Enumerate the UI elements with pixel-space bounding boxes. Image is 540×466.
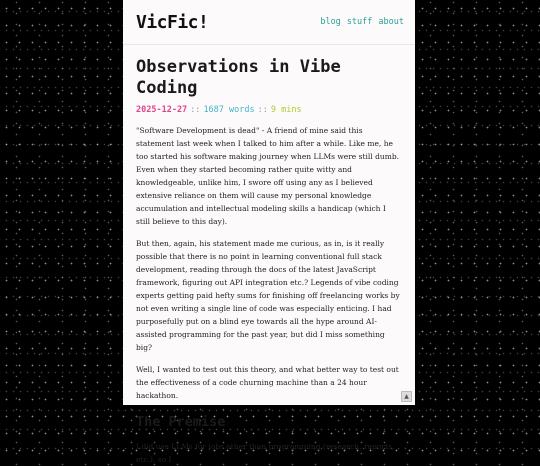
word-count: 1687 words <box>203 105 255 115</box>
paragraph-1: "Software Development is dead" - A friend of mine said this statement last week when I talked to him after a while. Like me, he too started his software making journey when LLMs were still dumb. Even when they started becoming rather quite witty and knowledgeable, unlike him, I swore off using any as I believed extensive reliance on them will cause my personal knowledge accumulation and intellectual modeling skills a handicap (which I still believe to this day). <box>136 126 400 226</box>
site-nav <box>320 17 404 27</box>
read-time: 9 mins <box>270 105 302 115</box>
section-heading: The Premise <box>136 414 226 430</box>
paragraph-4: I did use LLMs for jobs other than programming (research, reports, etc.), so I <box>136 442 395 464</box>
paragraph-3: Well, I wanted to test out this theory, and what better way to test out the effectiveness of a code churning machine than a 24 hour hackathon. <box>136 365 399 400</box>
page <box>123 0 415 464</box>
chevron-up-icon[interactable]: ▲ <box>401 391 412 402</box>
nav-about[interactable]: about <box>378 17 404 27</box>
site-header <box>123 0 415 45</box>
nav-blog[interactable]: blog <box>320 17 341 27</box>
article <box>123 45 415 466</box>
post-meta <box>136 105 401 115</box>
paragraph-2: But then, again, his statement made me curious, as in, is it really possible that there is no point in learning conventional full stack development, reading through the docs of the latest JavaScript framework, figuring out API integration etc.? Legends of vibe coding experts getting paid hefty sums for finishing off freelancing works by not even writing a single line of code was especially enticing. I had purposefully put on a blind eye towards all the hype around AI-assisted programming for the past year, but did I miss something big? <box>136 239 400 352</box>
site-logo[interactable]: VicFic! <box>136 11 209 33</box>
post-title: Observations in Vibe Coding <box>136 57 341 98</box>
post-date: 2025-12-27 <box>136 105 188 115</box>
nav-stuff[interactable]: stuff <box>346 17 373 27</box>
meta-separator: :: <box>190 105 201 115</box>
meta-separator: :: <box>257 105 268 115</box>
